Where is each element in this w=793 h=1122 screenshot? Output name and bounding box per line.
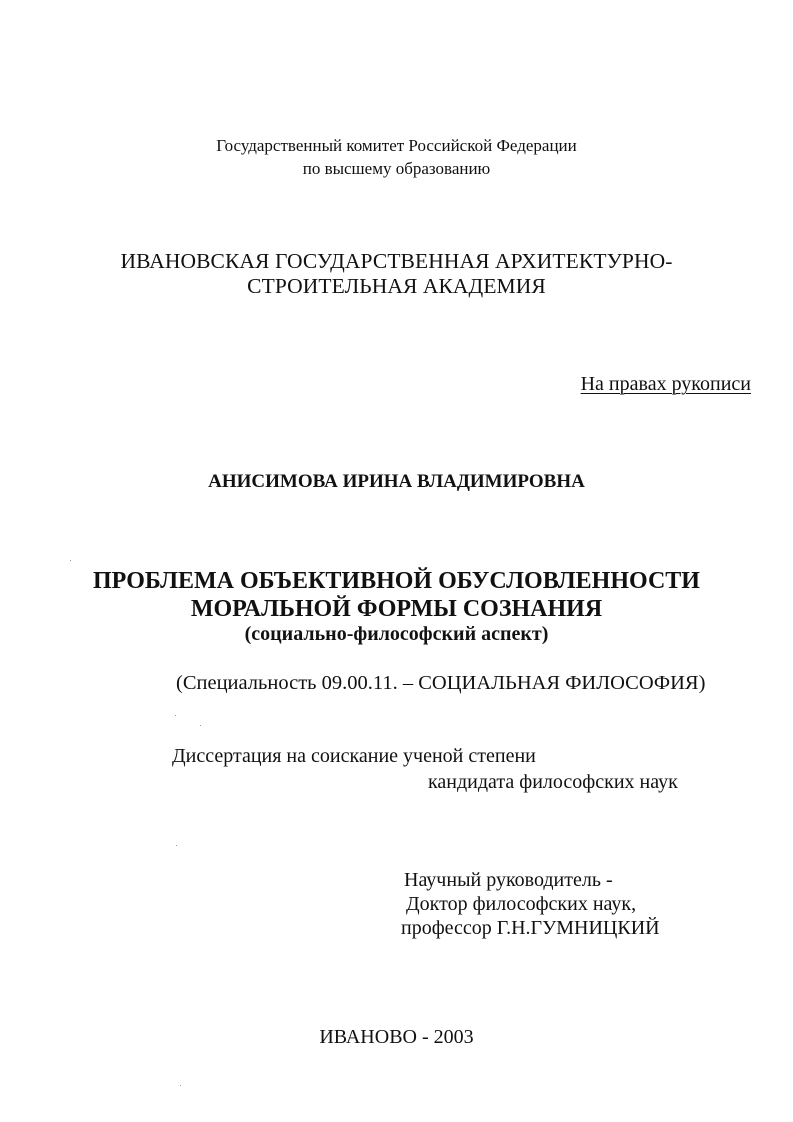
scan-speck <box>200 725 201 726</box>
dissertation-degree-line-1: Диссертация на соискание ученой степени <box>172 745 536 767</box>
academy-line-1: ИВАНОВСКАЯ ГОСУДАРСТВЕННАЯ АРХИТЕКТУРНО- <box>120 249 673 273</box>
ministry-line-1: Государственный комитет Российской Федерации <box>216 136 577 155</box>
city-year: ИВАНОВО - 2003 <box>319 1026 474 1048</box>
advisor-line-3: профессор Г.Н.ГУМНИЦКИЙ <box>401 917 660 939</box>
advisor-line-2: Доктор философских наук, <box>406 893 637 915</box>
scan-speck <box>175 715 176 716</box>
scan-speck <box>180 1085 181 1086</box>
specialty-line: (Специальность 09.00.11. – СОЦИАЛЬНАЯ ФИЛОСОФИЯ) <box>176 672 706 694</box>
ministry-line-2: по высшему образованию <box>302 159 491 178</box>
manuscript-note: На правах рукописи <box>580 373 751 395</box>
scan-speck <box>70 560 71 561</box>
advisor-line-1: Научный руководитель - <box>404 869 613 891</box>
dissertation-degree-line-2: кандидата философских наук <box>428 771 678 793</box>
dissertation-title-line-1: ПРОБЛЕМА ОБЪЕКТИВНОЙ ОБУСЛОВЛЕННОСТИ <box>93 568 700 594</box>
academy-line-2: СТРОИТЕЛЬНАЯ АКАДЕМИЯ <box>247 274 546 298</box>
author-name: АНИСИМОВА ИРИНА ВЛАДИМИРОВНА <box>208 471 585 492</box>
dissertation-title-line-2: МОРАЛЬНОЙ ФОРМЫ СОЗНАНИЯ <box>190 596 603 622</box>
scan-speck <box>176 845 177 846</box>
dissertation-subtitle: (социально-философский аспект) <box>244 623 549 645</box>
